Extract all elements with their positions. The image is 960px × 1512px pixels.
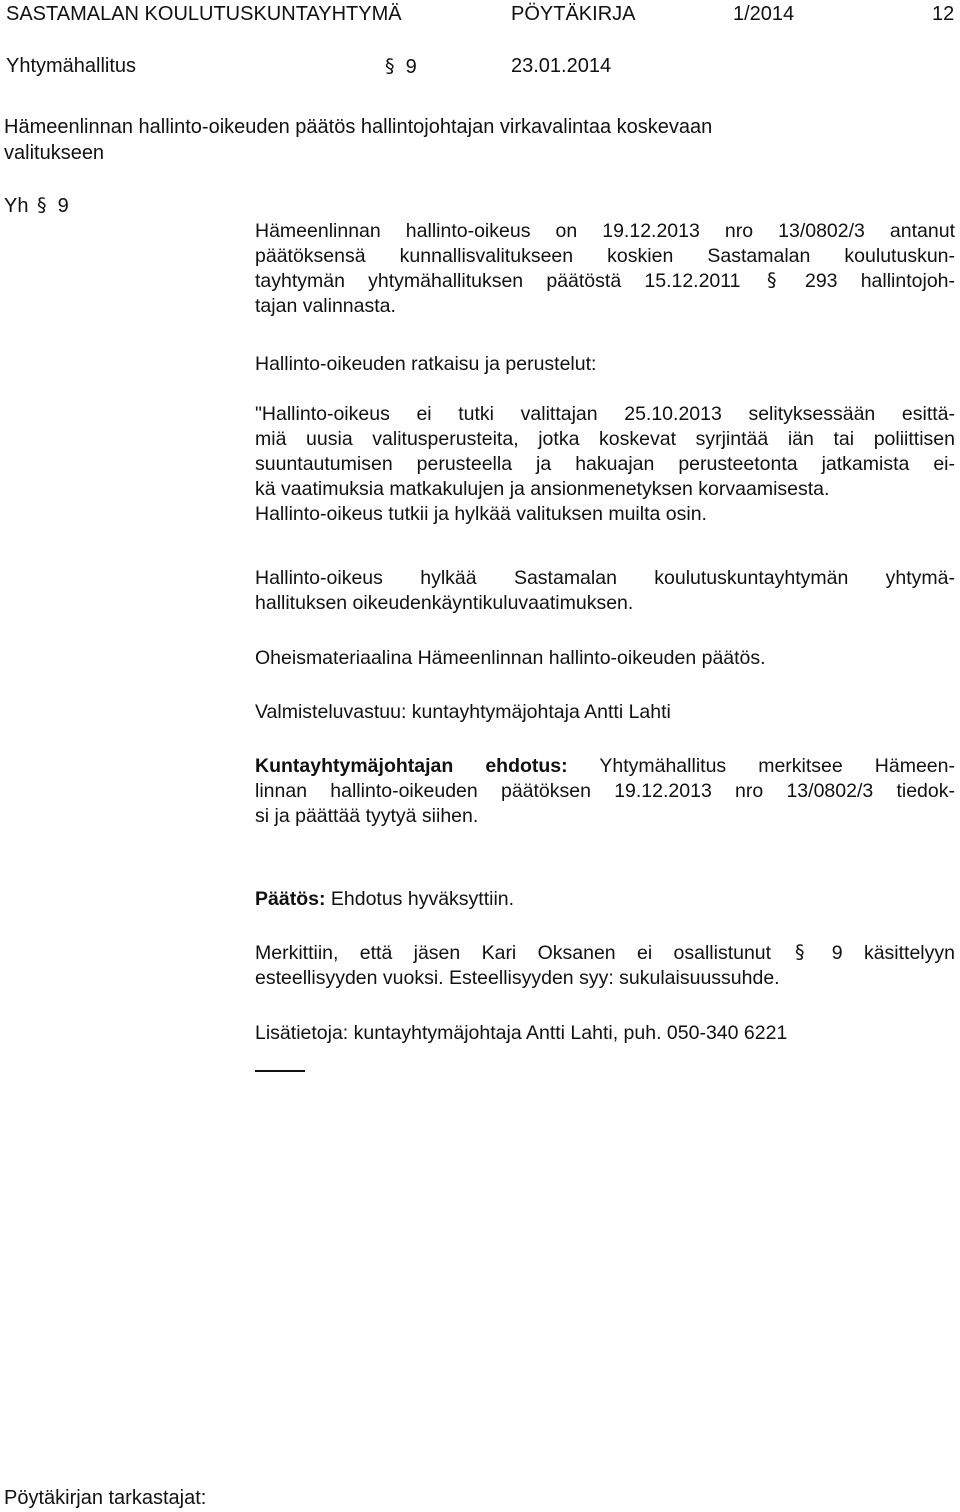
section-reference-number: 9 (57, 195, 69, 217)
text-line: kä vaatimuksia matkakulujen ja ansionmenetyksen korvaamisesta. (255, 478, 830, 500)
footer-reviewers-label: Pöytäkirjan tarkastajat: (4, 1487, 207, 1509)
header-section-number: 9 (405, 56, 417, 78)
header-organization: SASTAMALAN KOULUTUSKUNTAYHTYMÄ (6, 3, 402, 25)
paragraph-proposal (255, 754, 955, 829)
paragraph-cost-claim (255, 566, 955, 616)
text-line: linnan hallinto-oikeuden päätöksen 19.12.2013 nro 13/0802/3 tiedok- (255, 780, 955, 802)
paragraph-contact: Lisätietoja: kuntayhtymäjohtaja Antti Lahti, puh. 050-340 6221 (255, 1022, 788, 1044)
header-doc-type: PÖYTÄKIRJA (511, 3, 636, 25)
text-fragment: 9 käsittelyyn (831, 942, 955, 964)
text-line: Hämeenlinnan hallinto-oikeus on 19.12.2013 nro 13/0802/3 antanut (255, 220, 955, 242)
section-sign-icon (766, 269, 780, 291)
section-sign-icon (794, 941, 808, 963)
paragraph-attachment: Oheismateriaalina Hämeenlinnan hallinto-oikeuden päätös. (255, 647, 766, 669)
svg-text:§: § (766, 269, 777, 291)
section-sign-icon (384, 55, 398, 77)
decision-text: Ehdotus hyväksyttiin. (330, 888, 515, 910)
proposal-label: Kuntayhtymäjohtajan ehdotus: (255, 755, 568, 777)
text-line: miä uusia valitusperusteita, jotka koskevat syrjintää iän tai poliittisen (255, 428, 955, 450)
text-line (255, 941, 955, 966)
paragraph-decision (255, 887, 955, 912)
text-line: Hallinto-oikeus tutkii ja hylkää valituksen muilta osin. (255, 503, 707, 525)
text-line: hallituksen oikeudenkäyntikuluvaatimuksen. (255, 592, 634, 614)
text-fragment: Yhtymähallitus merkitsee Hämeen- (599, 755, 955, 777)
paragraph-ruling (255, 402, 955, 527)
text-line: suuntautumisen perusteella ja hakuajan perusteetonta jatkamista ei- (255, 453, 955, 475)
decision-label: Päätös: (255, 888, 326, 910)
section-reference (4, 194, 69, 218)
text-line: tajan valinnasta. (255, 295, 396, 317)
separator-line (255, 1070, 305, 1072)
page-title-line-2: valitukseen (4, 142, 105, 164)
text-fragment: 293 hallintojoh- (804, 270, 956, 292)
paragraph-recusal (255, 941, 955, 991)
header-page-number: 12 (932, 3, 955, 25)
text-line (255, 269, 955, 294)
paragraph-preparer: Valmisteluvastuu: kuntayhtymäjohtaja Antti Lahti (255, 701, 671, 723)
text-line: "Hallinto-oikeus ei tutki valittajan 25.10.2013 selityksessään esittä- (255, 403, 955, 425)
svg-text:§: § (37, 194, 47, 216)
svg-text:§: § (385, 55, 395, 77)
svg-text:§: § (795, 941, 805, 963)
header-body: Yhtymähallitus (6, 55, 137, 77)
paragraph-decision-summary (255, 219, 955, 319)
page-title (4, 114, 712, 166)
section-sign-icon (36, 194, 50, 216)
text-line: päätöksensä kunnallisvalitukseen koskien Sastamalan koulutuskun- (255, 245, 955, 267)
header-doc-number: 1/2014 (733, 3, 795, 25)
header-date: 23.01.2014 (511, 55, 612, 77)
text-line: esteellisyyden vuoksi. Esteellisyyden syy: sukulaisuussuhde. (255, 967, 780, 989)
text-line (255, 754, 955, 779)
paragraph-heading-ruling: Hallinto-oikeuden ratkaisu ja perustelut: (255, 353, 597, 375)
section-reference-prefix: Yh (4, 195, 29, 217)
text-line: Hallinto-oikeus hylkää Sastamalan koulutuskuntayhtymän yhtymä- (255, 567, 955, 589)
text-fragment: Merkittiin, että jäsen Kari Oksanen ei osallistunut (255, 942, 772, 964)
text-fragment: tayhtymän yhtymähallituksen päätöstä 15.12.2011 (255, 270, 741, 292)
text-line: si ja päättää tyytyä siihen. (255, 805, 479, 827)
page-title-line-1: Hämeenlinnan hallinto-oikeuden päätös hallintojohtajan virkavalintaa koskevaan (4, 116, 713, 138)
header-section (382, 55, 417, 79)
